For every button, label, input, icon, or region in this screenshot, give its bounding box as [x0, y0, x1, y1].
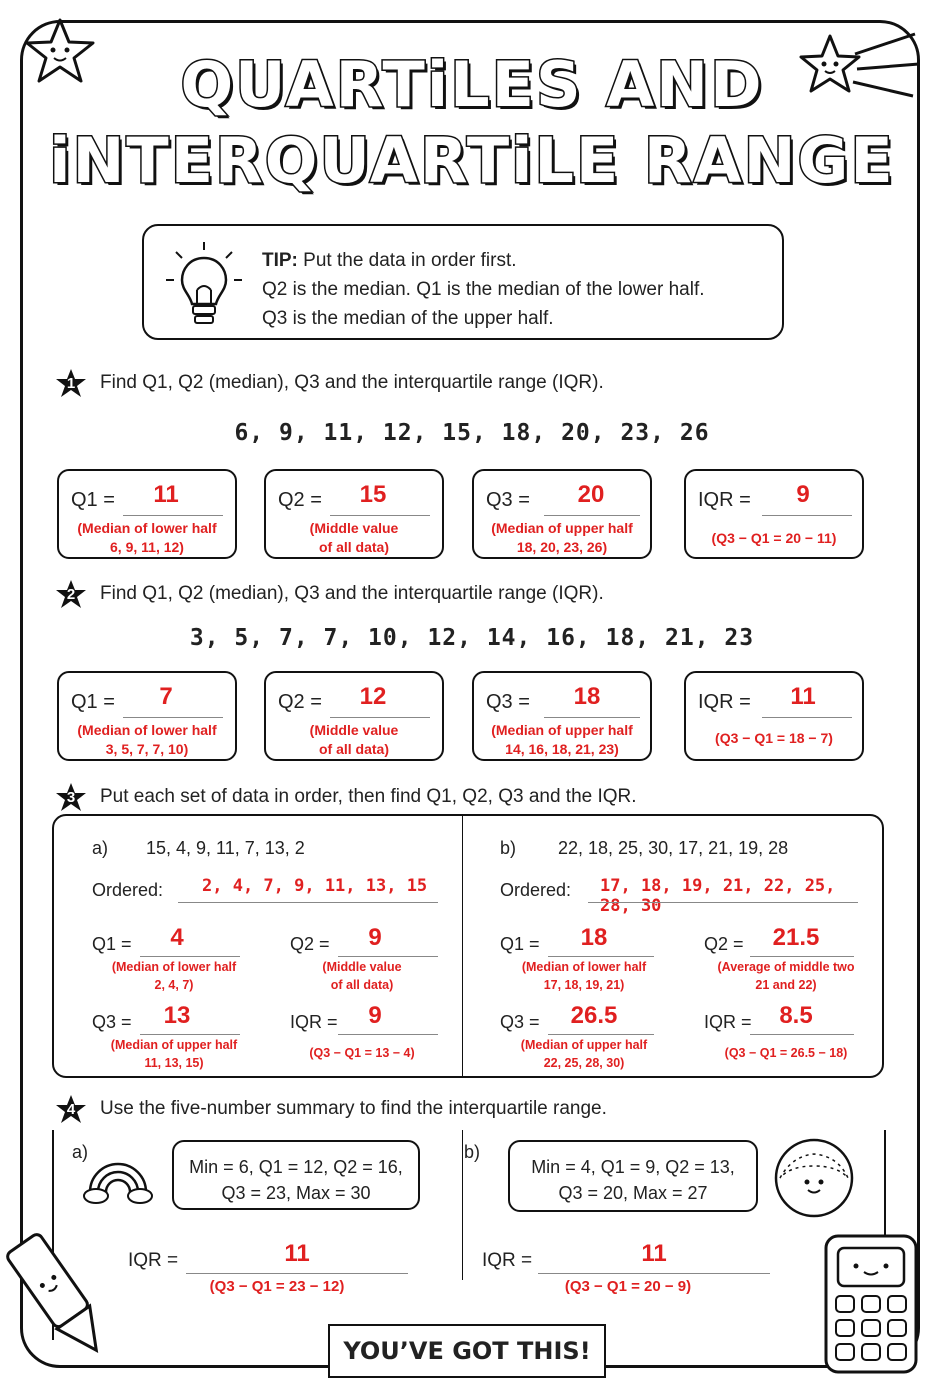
- question-2-heading: [56, 579, 604, 609]
- explanation: (Q3 − Q1 = 20 − 11): [711, 530, 837, 546]
- part-a-iqr-answer: 9: [368, 1002, 382, 1029]
- part-a-iqr-label: IQR =: [128, 1250, 179, 1271]
- explanation: (Median of upper half 18, 20, 23, 26): [491, 520, 633, 555]
- tip-line-1: Put the data in order first.: [297, 250, 517, 271]
- tip-line-3: Q3 is the median of the upper half.: [262, 308, 554, 329]
- part-a-q2-note: (Middle value of all data): [322, 960, 402, 992]
- part-a-iqr-note: (Q3 − Q1 = 13 − 4): [309, 1046, 415, 1060]
- part-b-q3-answer: 26.5: [570, 1002, 618, 1029]
- question-1-prompt: Find Q1, Q2 (median), Q3 and the interquartile range (IQR).: [100, 372, 604, 393]
- answer: 20: [577, 481, 605, 508]
- donut-icon: [772, 1136, 856, 1220]
- part-a-ordered: 2, 4, 7, 9, 11, 13, 15: [202, 876, 428, 896]
- tip-line-2: Q2 is the median. Q1 is the median of the lower half.: [262, 279, 705, 300]
- tip-box: [142, 224, 784, 340]
- part-b-q2-answer: 21.5: [772, 924, 820, 951]
- explanation: (Middle value of all data): [309, 520, 399, 555]
- question-2-prompt: Find Q1, Q2 (median), Q3 and the interquartile range (IQR).: [100, 583, 604, 604]
- answer: 15: [359, 481, 387, 508]
- q2-q1-box: [57, 671, 237, 761]
- part-b-q3-note: (Median of upper half 22, 25, 28, 30): [520, 1038, 648, 1070]
- q1-q2-box: [264, 469, 444, 559]
- question-1-heading: [56, 368, 604, 398]
- question-3-panel: [52, 814, 884, 1078]
- part-b-q2-note: (Average of middle two 21 and 22): [717, 960, 855, 992]
- q1-q3-box: [472, 469, 652, 559]
- box-label: Q3 =: [486, 489, 530, 511]
- answer: 9: [796, 481, 810, 508]
- q2-q3-box: [472, 671, 652, 761]
- rainbow-icon: [80, 1148, 156, 1212]
- box-label: IQR =: [698, 489, 751, 511]
- question-number-badge: 3: [56, 782, 86, 812]
- question-4-heading: [56, 1094, 607, 1124]
- explanation: (Median of lower half 6, 9, 11, 12): [77, 520, 217, 555]
- title-line-2: iNTERQUARTiLE RANGE: [49, 124, 895, 197]
- part-a-iqr-answer: 11: [284, 1240, 310, 1267]
- part-b-iqr-answer: 8.5: [779, 1002, 813, 1029]
- part-b-q1-answer: 18: [580, 924, 608, 951]
- box-label: Q2 =: [278, 691, 322, 713]
- answer: 12: [359, 683, 387, 710]
- part-a-q2-label: Q2 =: [290, 934, 330, 954]
- part-a-q1-label: Q1 =: [92, 934, 132, 954]
- box-label: IQR =: [698, 691, 751, 713]
- part-a-q1-note: (Median of lower half 2, 4, 7): [111, 960, 237, 992]
- part-b-ordered: 17, 18, 19, 21, 22, 25, 28, 30: [600, 876, 836, 916]
- q1-q1-box: [57, 469, 237, 559]
- question-number-badge: 2: [56, 579, 86, 609]
- question-1-data: 6, 9, 11, 12, 15, 18, 20, 23, 26: [234, 420, 710, 446]
- part-b-ordered-label: Ordered:: [500, 880, 572, 900]
- answer: 11: [153, 481, 179, 508]
- q2-q2-box: [264, 671, 444, 761]
- question-4-prompt: Use the five-number summary to find the interquartile range.: [100, 1098, 607, 1119]
- tip-label: TIP:: [262, 250, 298, 271]
- explanation: (Median of lower half 3, 5, 7, 7, 10): [77, 722, 217, 757]
- encouragement-banner: YOU’VE GOT THIS!: [328, 1324, 606, 1378]
- answer: 7: [159, 683, 173, 710]
- question-2-data: 3, 5, 7, 7, 10, 12, 14, 16, 18, 21, 23: [189, 625, 755, 651]
- part-a-q2-answer: 9: [368, 924, 382, 951]
- part-b-summary: Min = 4, Q1 = 9, Q2 = 13, Q3 = 20, Max = 27: [508, 1140, 758, 1212]
- box-label: Q1 =: [71, 489, 115, 511]
- explanation: (Median of upper half 14, 16, 18, 21, 23): [491, 722, 633, 757]
- explanation: (Middle value of all data): [309, 722, 399, 757]
- box-label: Q2 =: [278, 489, 322, 511]
- part-a-tag: a): [92, 838, 109, 858]
- part-a-q1-answer: 4: [170, 924, 184, 951]
- part-b-q3-label: Q3 =: [500, 1012, 540, 1032]
- part-a-q3-note: (Median of upper half 11, 13, 15): [110, 1038, 238, 1070]
- part-a-summary: Min = 6, Q1 = 12, Q2 = 16, Q3 = 23, Max = 30: [172, 1140, 420, 1210]
- part-a-data: 15, 4, 9, 11, 7, 13, 2: [146, 838, 305, 858]
- part-a-iqr-note: (Q3 − Q1 = 23 − 12): [209, 1278, 345, 1295]
- question-3-prompt: Put each set of data in order, then find Q1, Q2, Q3 and the IQR.: [100, 786, 637, 807]
- calculator-icon: [820, 1230, 924, 1380]
- pencil-icon: [4, 1222, 114, 1372]
- box-label: Q3 =: [486, 691, 530, 713]
- question-number-badge: 4: [56, 1094, 86, 1124]
- box-label: Q1 =: [71, 691, 115, 713]
- part-b-iqr-answer: 11: [641, 1240, 667, 1267]
- part-a-tag: a): [72, 1142, 89, 1162]
- lightbulb-icon: [164, 240, 244, 330]
- answer: 11: [790, 683, 816, 710]
- part-b-tag: b): [464, 1142, 481, 1162]
- tip-text: [262, 246, 705, 333]
- part-a-ordered-label: Ordered:: [92, 880, 164, 900]
- explanation: (Q3 − Q1 = 18 − 7): [715, 730, 833, 746]
- part-b-data: 22, 18, 25, 30, 17, 21, 19, 28: [558, 838, 789, 858]
- part-a-q3-answer: 13: [163, 1002, 191, 1029]
- q1-iqr-box: [684, 469, 864, 559]
- part-b-tag: b): [500, 838, 517, 858]
- part-b-iqr-note: (Q3 − Q1 = 26.5 − 18): [724, 1046, 848, 1060]
- part-b-q1-label: Q1 =: [500, 934, 540, 954]
- answer: 18: [573, 683, 601, 710]
- part-b-iqr-note: (Q3 − Q1 = 20 − 9): [564, 1278, 692, 1295]
- title-line-1: QUARTiLES AND: [180, 48, 764, 121]
- part-a-iqr-label: IQR =: [290, 1012, 338, 1032]
- part-b-q2-label: Q2 =: [704, 934, 744, 954]
- part-b-iqr-label: IQR =: [704, 1012, 752, 1032]
- part-b-q1-note: (Median of lower half 17, 18, 19, 21): [521, 960, 647, 992]
- question-3-heading: [56, 782, 637, 812]
- part-a-q3-label: Q3 =: [92, 1012, 132, 1032]
- part-b-iqr-label: IQR =: [482, 1250, 533, 1271]
- q2-iqr-box: [684, 671, 864, 761]
- question-number-badge: 1: [56, 368, 86, 398]
